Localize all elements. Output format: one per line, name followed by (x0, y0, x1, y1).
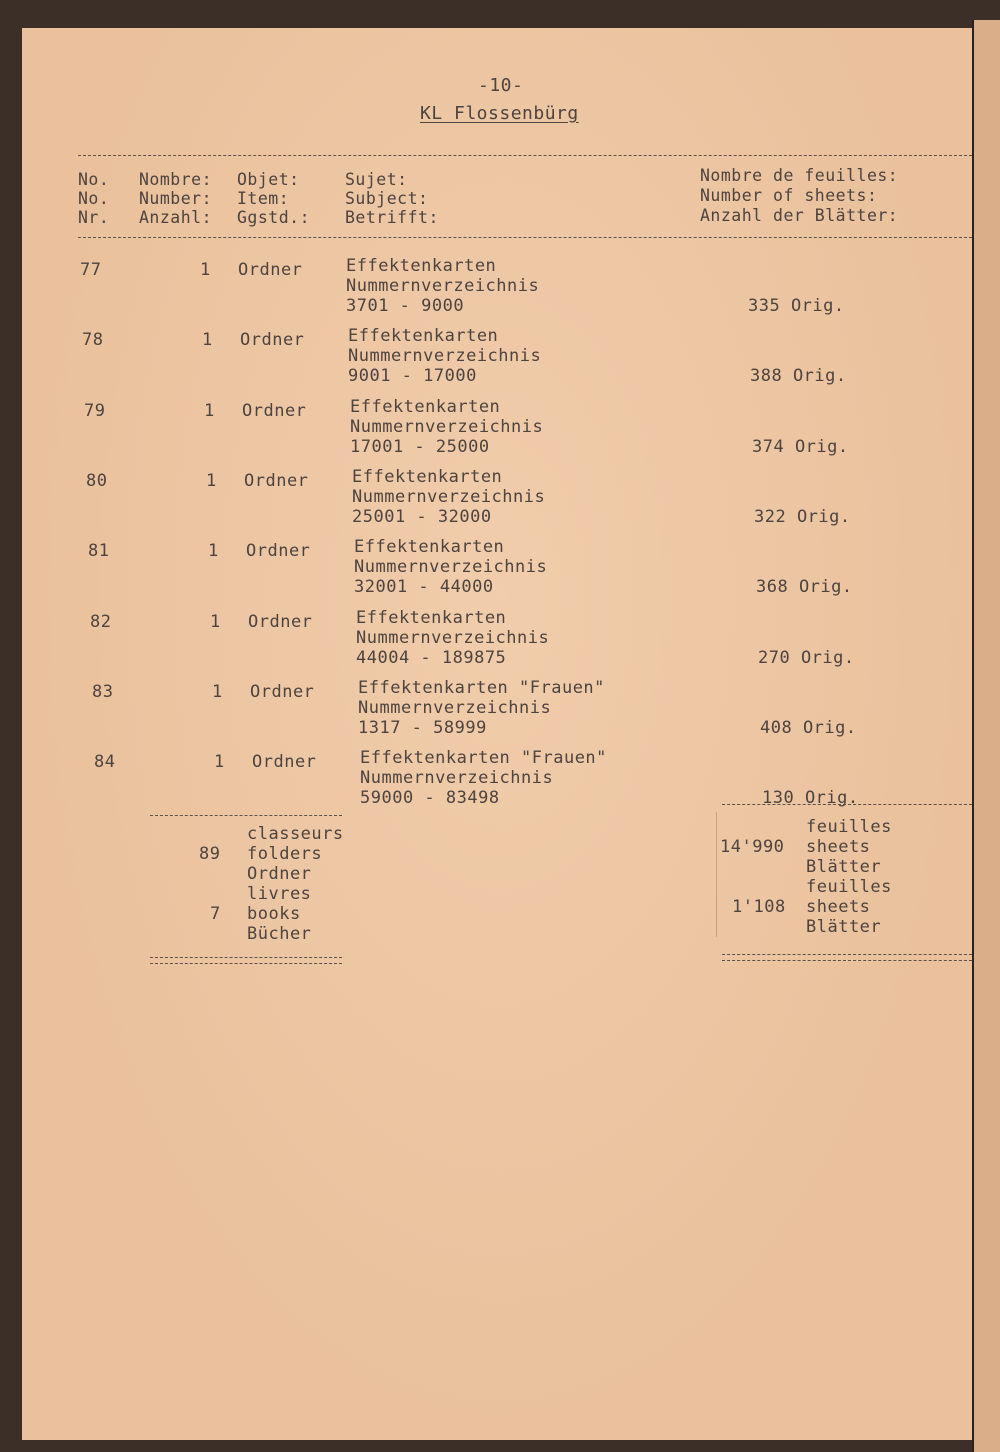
row-count: 1 (208, 541, 219, 561)
row-subject-line: Effektenkarten "Frauen" (360, 748, 607, 768)
row-number: 78 (82, 330, 104, 350)
row-item: Ordner (242, 401, 307, 421)
row-number: 80 (86, 471, 108, 491)
row-subject-line: 44004 - 189875 (356, 648, 507, 668)
row-count: 1 (200, 260, 211, 280)
page-number: -10- (478, 75, 524, 96)
row-count: 1 (214, 752, 225, 772)
row-number: 83 (92, 682, 114, 702)
row-subject-line: 9001 - 17000 (348, 366, 477, 386)
row-subject-line: Nummernverzeichnis (350, 417, 544, 437)
sheets-subtotal-rule (722, 804, 972, 805)
row-subject-line: 1317 - 58999 (358, 718, 487, 738)
total-divider-line (716, 812, 717, 937)
row-subject-line: Effektenkarten (356, 608, 507, 628)
row-item: Ordner (252, 752, 317, 772)
row-subject-line: Effektenkarten (350, 397, 501, 417)
row-sheets: 388 Orig. (750, 366, 847, 386)
row-subject-line: 17001 - 25000 (350, 437, 490, 457)
row-item: Ordner (246, 541, 311, 561)
row-sheets: 374 Orig. (752, 437, 849, 457)
row-subject-line: 3701 - 9000 (346, 296, 465, 316)
row-count: 1 (212, 682, 223, 702)
row-sheets: 130 Orig. (762, 788, 859, 808)
header-bottom-rule (78, 237, 972, 238)
row-item: Ordner (240, 330, 305, 350)
row-sheets: 322 Orig. (754, 507, 851, 527)
row-item: Ordner (250, 682, 315, 702)
row-subject-line: Effektenkarten (352, 467, 503, 487)
row-sheets: 408 Orig. (760, 718, 857, 738)
row-sheets: 335 Orig. (748, 296, 845, 316)
row-subject-line: Nummernverzeichnis (352, 487, 546, 507)
row-subject-line: Effektenkarten (346, 256, 497, 276)
header-top-rule (78, 155, 972, 156)
row-count: 1 (206, 471, 217, 491)
row-sheets: 368 Orig. (756, 577, 853, 597)
row-sheets: 270 Orig. (758, 648, 855, 668)
row-number: 84 (94, 752, 116, 772)
row-subject-line: Nummernverzeichnis (348, 346, 542, 366)
row-subject-line: Effektenkarten (354, 537, 505, 557)
row-subject-line: Nummernverzeichnis (346, 276, 540, 296)
row-number: 77 (80, 260, 102, 280)
row-item: Ordner (244, 471, 309, 491)
row-subject-line: Nummernverzeichnis (360, 768, 554, 788)
count-subtotal-rule (150, 815, 342, 816)
row-number: 81 (88, 541, 110, 561)
row-number: 79 (84, 401, 106, 421)
row-subject-line: Nummernverzeichnis (354, 557, 548, 577)
row-item: Ordner (238, 260, 303, 280)
row-subject-line: 32001 - 44000 (354, 577, 494, 597)
row-subject-line: Nummernverzeichnis (356, 628, 550, 648)
next-page-edge (972, 20, 1000, 1452)
count-total-double-rule (150, 957, 342, 964)
sheets-total-double-rule (722, 954, 972, 961)
row-subject-line: Nummernverzeichnis (358, 698, 552, 718)
row-number: 82 (90, 612, 112, 632)
row-count: 1 (202, 330, 213, 350)
row-item: Ordner (248, 612, 313, 632)
row-subject-line: Effektenkarten (348, 326, 499, 346)
document-title: KL Flossenbürg (420, 103, 579, 124)
row-subject-line: 25001 - 32000 (352, 507, 492, 527)
row-subject-line: Effektenkarten "Frauen" (358, 678, 605, 698)
row-count: 1 (204, 401, 215, 421)
row-count: 1 (210, 612, 221, 632)
row-subject-line: 59000 - 83498 (360, 788, 500, 808)
